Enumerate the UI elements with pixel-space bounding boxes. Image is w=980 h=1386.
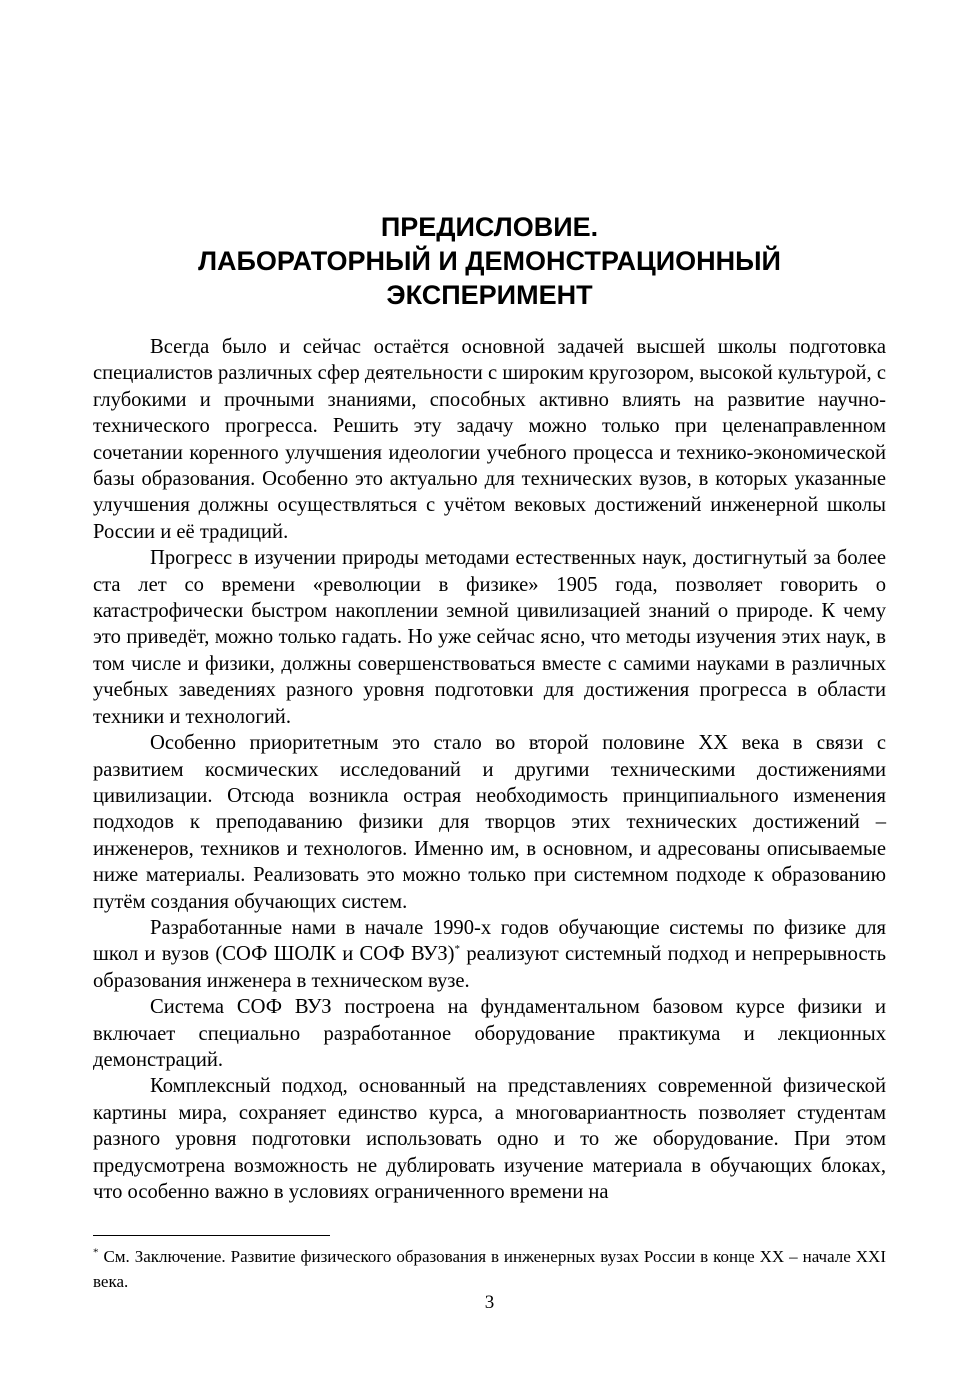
footnote-reference: * [454,943,461,956]
paragraph-4-after: реализуют системный подход и непрерывность образования инженера в техническом вузе. [93,943,886,992]
footnote [93,1244,886,1294]
paragraph-4 [93,915,886,994]
paragraph-1: Всегда было и сейчас остаётся основной задачей высшей школы подготовка специалистов различных сфер деятельности с широким кругозором, высокой культурой, с глубокими и прочными знаниями, способных активно влиять на развитие научно-технического прогресса. Решить эту задачу можно только при целенаправленном сочетании коренного улучшения идеологии учебного процесса и технико-экономической базы образования. Особенно это актуально для технических вузов, в которых указанные улучшения должны осуществляться с учётом вековых достижений инженерной школы России и её традиций. [93,336,886,543]
page-title [93,210,886,312]
paragraph-5: Система СОФ ВУЗ построена на фундаментальном базовом курсе физики и включает специально разработанное оборудование практикума и лекционных демонстраций. [93,996,886,1071]
paragraph-6: Комплексный подход, основанный на представлениях современной физической картины мира, сохраняет единство курса, а многовариантность позволяет студентам разного уровня подготовки использовать одно и то же оборудование. При этом предусмотрена возможность не дублировать изучение материала в обучающих блоках, что особенно важно в условиях ограниченного времени на [93,1075,886,1203]
page-number: 3 [484,1292,495,1313]
footnote-divider [93,1235,330,1236]
paragraph-4-before: Разработанные нами в начале 1990-х годов обучающие системы по физике для школ и вузов (СОФ ШОЛК и СОФ ВУЗ) [93,916,886,966]
title-line-2: ЛАБОРАТОРНЫЙ И ДЕМОНСТРАЦИОННЫЙ [198,246,781,276]
title-line-3: ЭКСПЕРИМЕНТ [386,280,593,310]
title-line-1: ПРЕДИСЛОВИЕ. [380,212,599,242]
paragraph-2: Прогресс в изучении природы методами естественных наук, достигнутый за более ста лет со времени «революции в физике» 1905 года, позволяет говорить о катастрофически быстром накоплении земной цивилизацией знаний о природе. К чему это приведёт, можно только гадать. Но уже сейчас ясно, что методы изучения этих наук, в том числе и физики, должны совершенствоваться вместе с самими науками в различных учебных заведениях разного уровня подготовки для достижения прогресса в области техники и технологий. [93,547,886,728]
footnote-mark: * [93,1246,99,1259]
body-text [93,334,886,1205]
paragraph-3: Особенно приоритетным это стало во второй половине XX века в связи с развитием космических исследований и другими техническими достижениями цивилизации. Отсюда возникла острая необходимость принципиального изменения подходов к преподаванию физики для творцов этих технических достижений – инженеров, техников и технологов. Именно им, в основном, и адресованы описываемые ниже материалы. Реализовать это можно только при системном подходе к образованию путём создания обучающих систем. [93,732,886,913]
footnote-text: См. Заключение. Развитие физического образования в инженерных вузах России в конце XX – начале XXI века. [93,1247,886,1291]
